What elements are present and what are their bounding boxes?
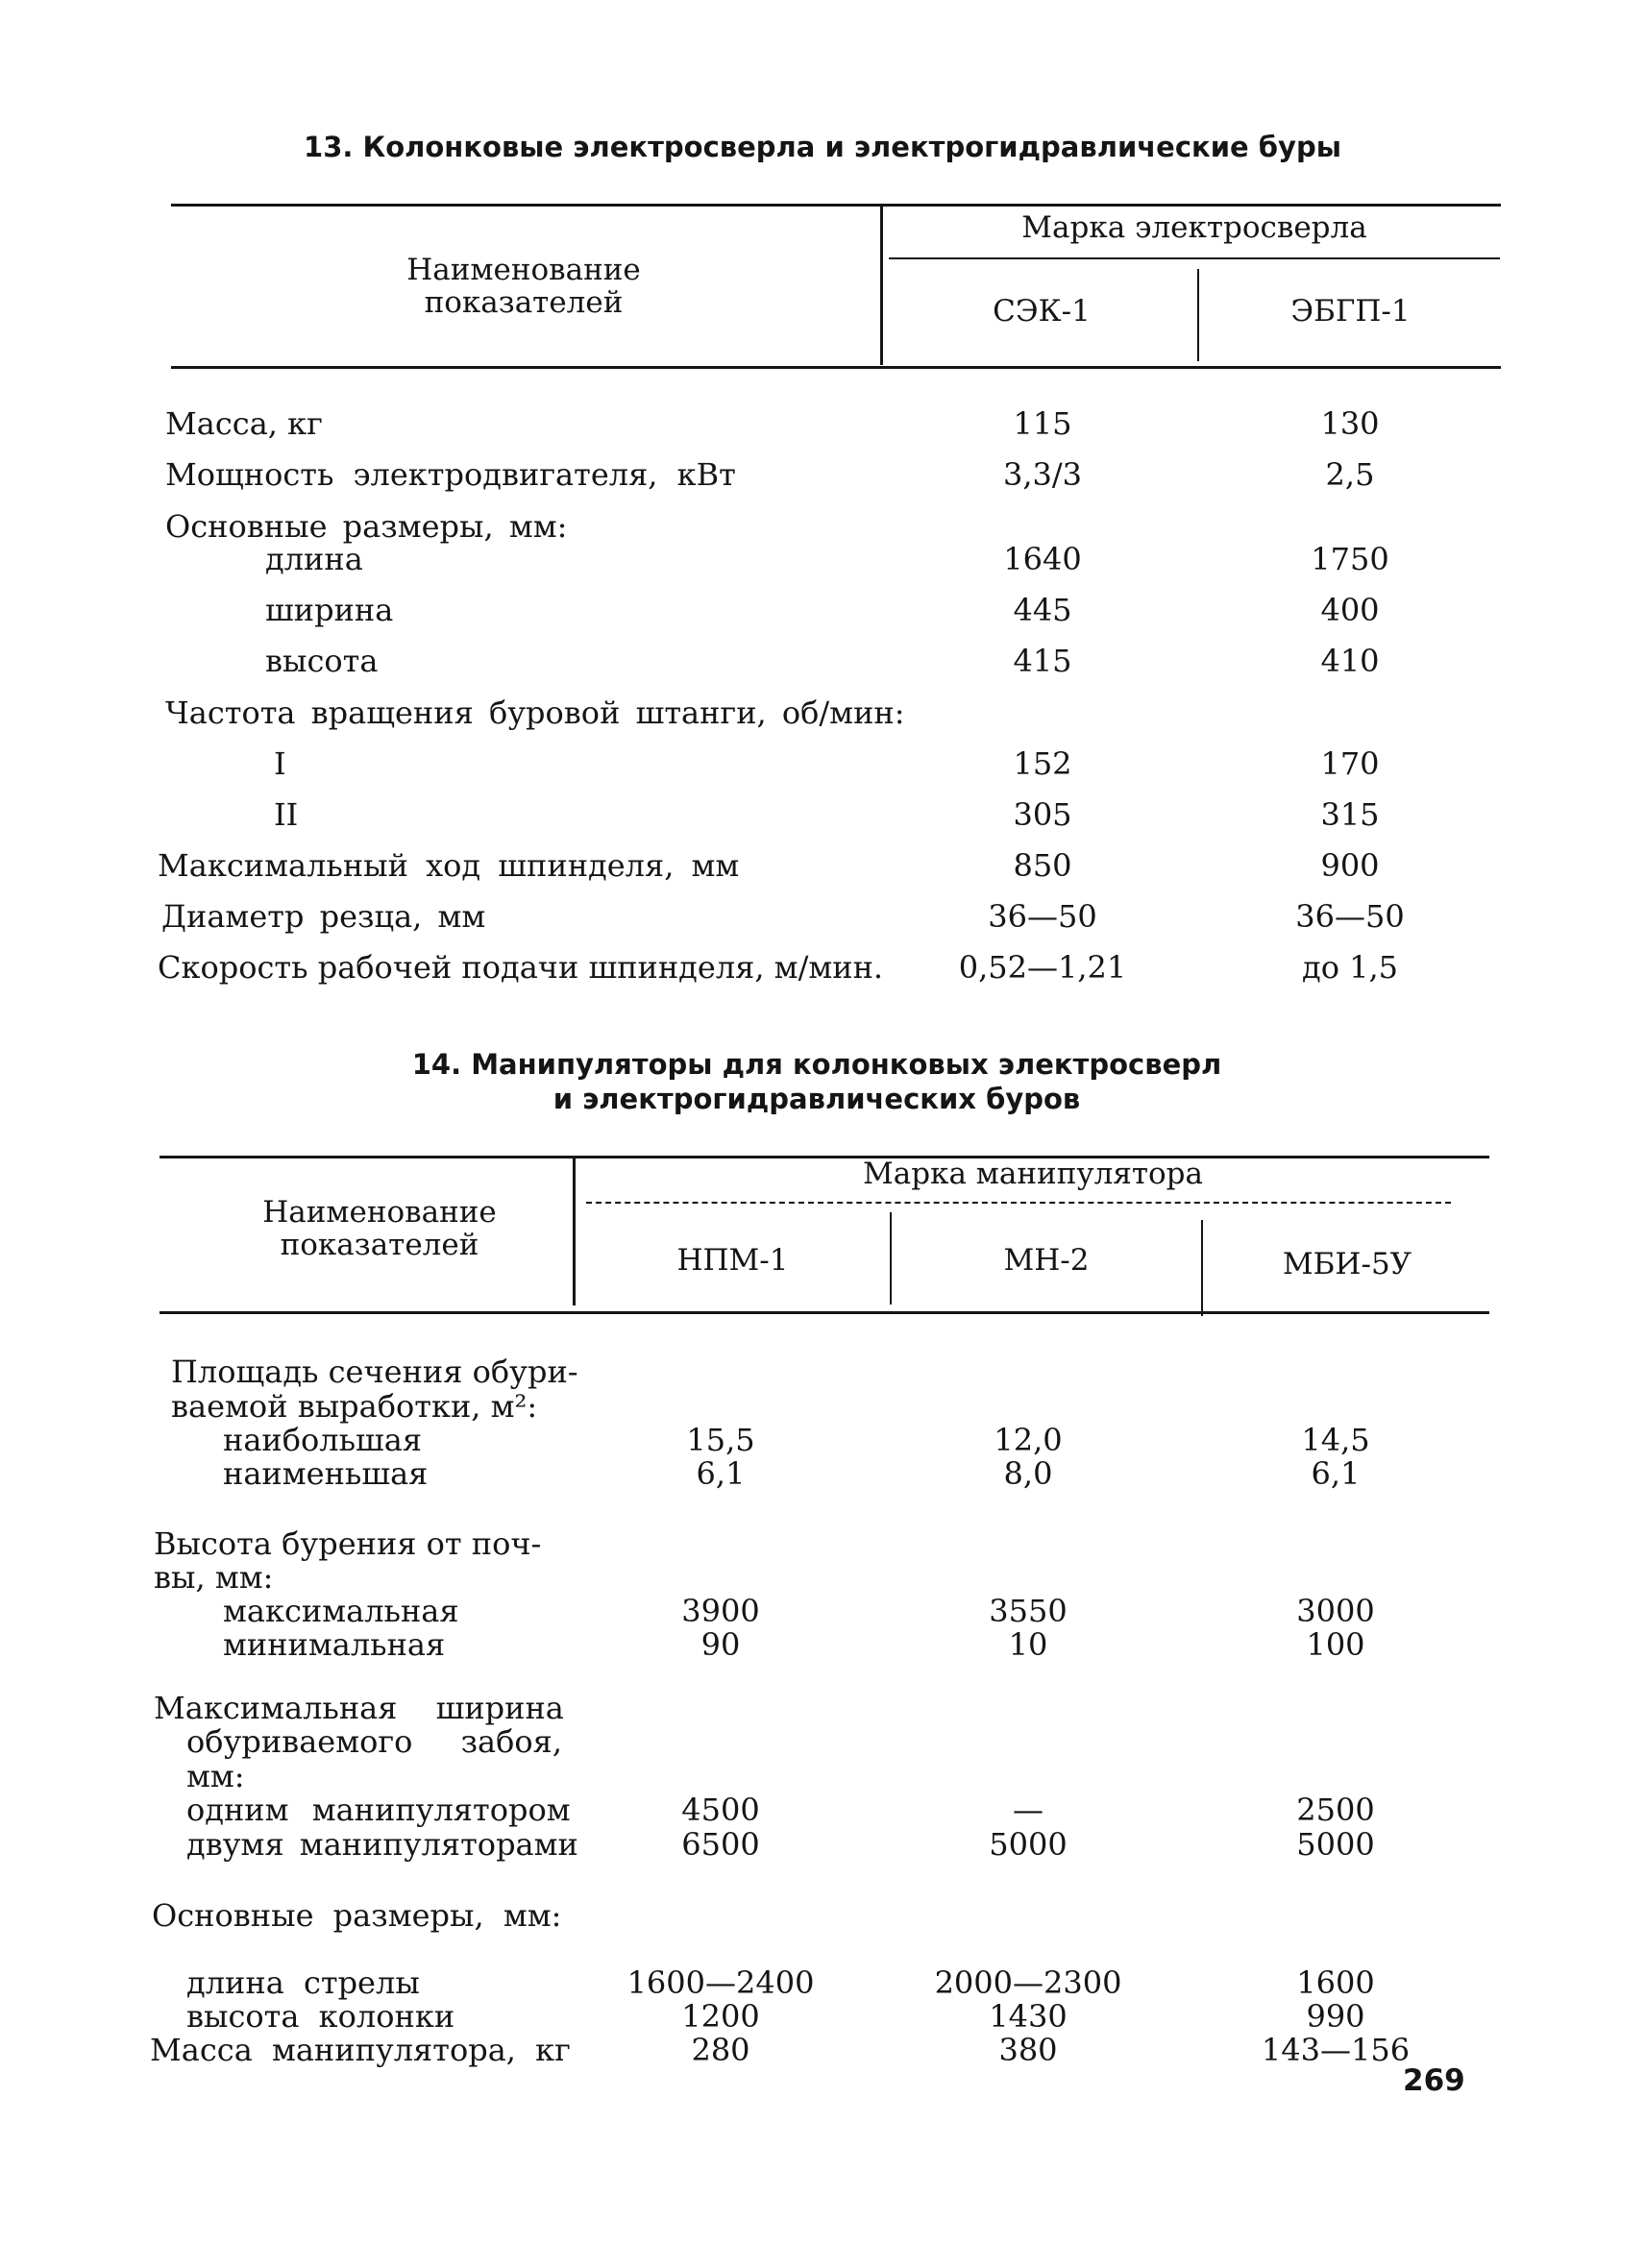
table-cell: 410 xyxy=(1320,643,1380,679)
table-cell: 315 xyxy=(1320,796,1380,833)
table-cell: 4500 xyxy=(681,1792,760,1828)
table-cell: 3550 xyxy=(989,1593,1068,1629)
table-cell: 115 xyxy=(1013,405,1072,442)
table-cell: 445 xyxy=(1013,592,1072,628)
table-row-label: наибольшая xyxy=(223,1422,423,1458)
table-row-label: ваемой выработки, м²: xyxy=(171,1388,538,1425)
table-row-label: Основные размеры, мм: xyxy=(165,508,568,545)
table-cell: 1600—2400 xyxy=(626,1964,815,2001)
table-cell: 305 xyxy=(1013,796,1072,833)
table-cell: 100 xyxy=(1306,1626,1365,1663)
table-cell: 5000 xyxy=(989,1826,1068,1863)
table14-column-header: МН-2 xyxy=(1003,1243,1090,1278)
table14-column-divider xyxy=(890,1212,892,1305)
table-cell: 90 xyxy=(700,1626,741,1663)
table-cell: 10 xyxy=(1008,1626,1048,1663)
table-cell: 900 xyxy=(1320,847,1380,884)
table-row-label: двумя манипуляторами xyxy=(186,1826,578,1863)
table-cell: 14,5 xyxy=(1301,1422,1370,1458)
page-number: 269 xyxy=(1403,2063,1465,2098)
table-row-label: длина стрелы xyxy=(186,1964,420,2001)
table13-column-header: ЭБГП-1 xyxy=(1290,294,1411,329)
table-cell: до 1,5 xyxy=(1301,949,1399,986)
table14-title-line1: 14. Манипуляторы для колонковых электросверл xyxy=(411,1048,1222,1081)
table-row-label: максимальная xyxy=(223,1593,459,1629)
table-row-label: Масса, кг xyxy=(165,405,323,442)
table14-column-header: НПМ-1 xyxy=(676,1243,789,1278)
table-cell: 130 xyxy=(1320,405,1380,442)
table-row-label: II xyxy=(274,796,299,833)
table-row-label: длина xyxy=(265,541,363,577)
table-cell: — xyxy=(1013,1792,1043,1828)
table13-title: 13. Колонковые электросверла и электрогидравлические буры xyxy=(304,131,1341,163)
table-cell: 143—156 xyxy=(1261,2032,1411,2068)
table-cell: 280 xyxy=(691,2032,750,2068)
table-cell: 2000—2300 xyxy=(934,1964,1122,2001)
table14-header-name: Наименование показателей xyxy=(262,1195,497,1262)
table-cell: 5000 xyxy=(1296,1826,1375,1863)
table-cell: 380 xyxy=(998,2032,1058,2068)
table-row-label: Диаметр резца, мм xyxy=(161,898,486,935)
table-cell: 0,52—1,21 xyxy=(958,949,1127,986)
table-cell: 1640 xyxy=(1003,541,1082,577)
table13-column-divider xyxy=(1197,269,1199,361)
table-row-label: Частота вращения буровой штанги, об/мин: xyxy=(165,695,905,731)
table-row-label: ширина xyxy=(265,592,394,628)
table-cell: 400 xyxy=(1320,592,1380,628)
table-cell: 6500 xyxy=(681,1826,760,1863)
table13-header-bottom-rule xyxy=(171,366,1501,369)
table-row-label: обуриваемого забоя, xyxy=(186,1723,562,1760)
table-cell: 1750 xyxy=(1311,541,1389,577)
table-cell: 15,5 xyxy=(686,1422,755,1458)
table-row-label: Высота бурения от поч- xyxy=(154,1525,542,1562)
table13-column-header: СЭК-1 xyxy=(993,294,1091,329)
table-cell: 415 xyxy=(1013,643,1072,679)
table-cell: 850 xyxy=(1013,847,1072,884)
table13-header-group: Марка электросверла xyxy=(1021,210,1367,245)
table13-header-name: Наименование показателей xyxy=(406,253,641,320)
table-cell: 2,5 xyxy=(1325,456,1375,493)
table-row-label: Максимальная ширина xyxy=(154,1690,564,1726)
table-cell: 1600 xyxy=(1296,1964,1375,2001)
table-row-label: I xyxy=(274,745,286,782)
table-row-label: высота xyxy=(265,643,379,679)
table14-column-header: МБИ-5У xyxy=(1282,1247,1412,1281)
table-row-label: мм: xyxy=(186,1758,245,1794)
table-cell: 990 xyxy=(1306,1998,1365,2035)
table-row-label: Максимальный ход шпинделя, мм xyxy=(158,847,740,884)
table-cell: 170 xyxy=(1320,745,1380,782)
table-cell: 1430 xyxy=(989,1998,1068,2035)
table-row-label: одним манипулятором xyxy=(186,1792,571,1828)
table-cell: 6,1 xyxy=(1311,1455,1361,1492)
table-cell: 1200 xyxy=(681,1998,760,2035)
table-cell: 36—50 xyxy=(988,898,1097,935)
table-row-label: Площадь сечения обури- xyxy=(171,1353,578,1390)
table-row-label: Масса манипулятора, кг xyxy=(150,2032,571,2068)
table-row-label: высота колонки xyxy=(186,1998,455,2035)
table13-header-divider xyxy=(880,207,883,365)
table-row-label: Основные размеры, мм: xyxy=(152,1897,562,1934)
table-row-label: Скорость рабочей подачи шпинделя, м/мин. xyxy=(158,949,884,986)
table-cell: 152 xyxy=(1013,745,1072,782)
table-cell: 6,1 xyxy=(696,1455,746,1492)
table-cell: 3,3/3 xyxy=(1002,456,1083,493)
table14-group-rule xyxy=(586,1202,1451,1204)
table-row-label: минимальная xyxy=(223,1626,446,1663)
table-cell: 3000 xyxy=(1296,1593,1375,1629)
table-cell: 12,0 xyxy=(994,1422,1063,1458)
table13-group-rule xyxy=(889,257,1500,259)
table14-title-line2: и электрогидравлических буров xyxy=(552,1083,1081,1115)
table-cell: 8,0 xyxy=(1003,1455,1053,1492)
table-row-label: наименьшая xyxy=(223,1455,429,1492)
table14-header-bottom-rule xyxy=(160,1311,1489,1314)
table14-header-group: Марка манипулятора xyxy=(863,1157,1203,1191)
table-row-label: вы, мм: xyxy=(154,1559,274,1596)
table14-column-divider xyxy=(1201,1220,1203,1316)
table-cell: 36—50 xyxy=(1295,898,1405,935)
table-cell: 3900 xyxy=(681,1593,760,1629)
table14-header-divider xyxy=(573,1158,576,1305)
table-cell: 2500 xyxy=(1296,1792,1375,1828)
table-row-label: Мощность электродвигателя, кВт xyxy=(165,456,736,493)
table13-top-rule xyxy=(171,204,1501,207)
